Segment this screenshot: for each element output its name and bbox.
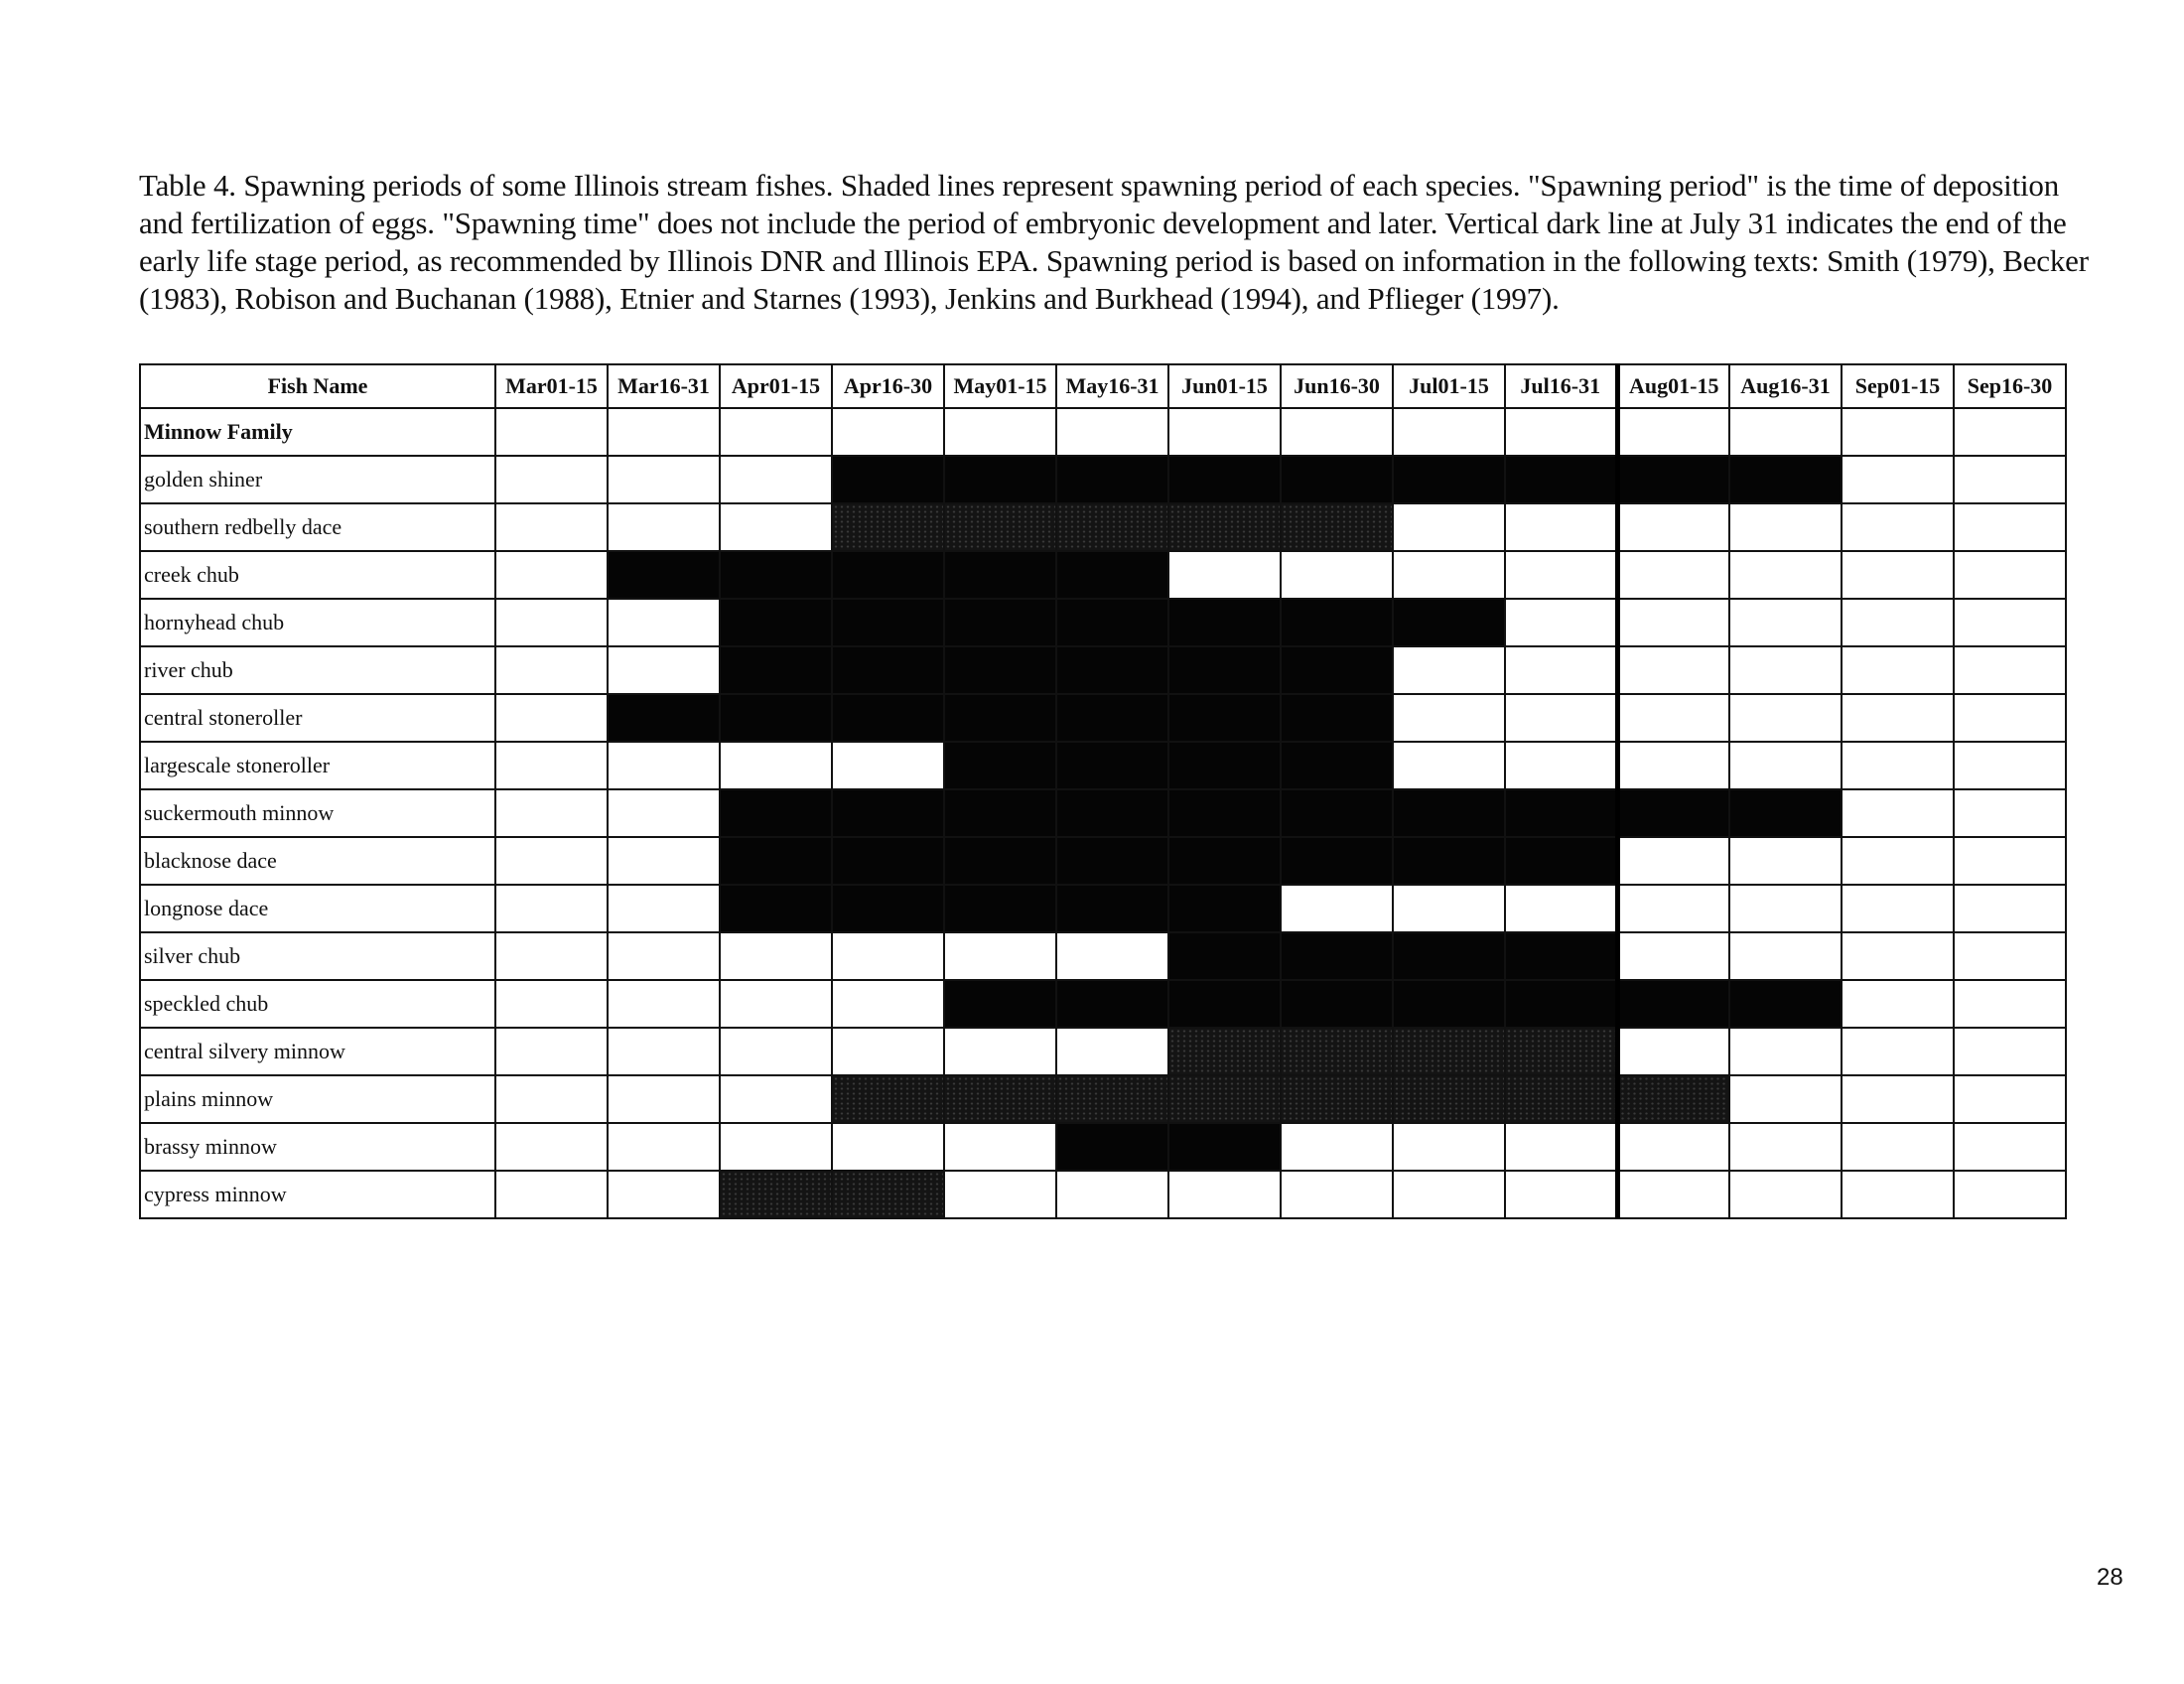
- spawning-cell: [720, 646, 832, 694]
- spawning-cell: [1281, 837, 1393, 885]
- period-header: Apr16-30: [832, 364, 944, 408]
- period-header: Aug01-15: [1617, 364, 1729, 408]
- spawning-cell: [1281, 789, 1393, 837]
- empty-cell: [1729, 599, 1842, 646]
- empty-cell: [1729, 932, 1842, 980]
- empty-cell: [1954, 1171, 2066, 1218]
- spawning-cell: [944, 694, 1056, 742]
- period-header: Jul01-15: [1393, 364, 1505, 408]
- empty-cell: [495, 1171, 608, 1218]
- table-row: [140, 1123, 2066, 1171]
- table-row: [140, 503, 2066, 551]
- empty-cell: [1617, 1028, 1729, 1075]
- spawning-cell: [832, 789, 944, 837]
- empty-cell: [608, 789, 720, 837]
- spawning-cell: [1393, 789, 1505, 837]
- table-row: [140, 694, 2066, 742]
- period-header: May16-31: [1056, 364, 1168, 408]
- empty-cell: [1842, 456, 1954, 503]
- empty-cell: [1842, 885, 1954, 932]
- fish-name: suckermouth minnow: [140, 789, 495, 837]
- spawning-cell: [832, 599, 944, 646]
- spawning-cell: [832, 837, 944, 885]
- spawning-cell: [1168, 503, 1281, 551]
- empty-cell: [1617, 1123, 1729, 1171]
- empty-cell: [495, 694, 608, 742]
- table-row: [140, 742, 2066, 789]
- spawning-cell: [1393, 1075, 1505, 1123]
- empty-cell: [608, 503, 720, 551]
- spawning-cell: [1056, 742, 1168, 789]
- empty-cell: [1729, 742, 1842, 789]
- empty-cell: [1505, 742, 1617, 789]
- empty-cell: [1505, 551, 1617, 599]
- spawning-cell: [1056, 694, 1168, 742]
- spawning-cell: [1056, 1123, 1168, 1171]
- spawning-cell: [1505, 932, 1617, 980]
- spawning-periods-table: [139, 363, 2067, 1219]
- spawning-cell: [1393, 1028, 1505, 1075]
- spawning-cell: [1056, 551, 1168, 599]
- empty-cell: [1393, 551, 1505, 599]
- empty-cell: [495, 551, 608, 599]
- period-header: Aug16-31: [1729, 364, 1842, 408]
- empty-cell: [1842, 646, 1954, 694]
- empty-cell: [608, 599, 720, 646]
- spawning-cell: [832, 646, 944, 694]
- table-row: [140, 980, 2066, 1028]
- empty-cell: [1617, 932, 1729, 980]
- empty-cell: [495, 837, 608, 885]
- spawning-cell: [1281, 694, 1393, 742]
- spawning-cell: [1168, 980, 1281, 1028]
- empty-cell: [608, 932, 720, 980]
- empty-cell: [608, 1171, 720, 1218]
- empty-cell: [1168, 1171, 1281, 1218]
- empty-cell: [1729, 1075, 1842, 1123]
- spawning-cell: [1393, 837, 1505, 885]
- spawning-cell: [944, 551, 1056, 599]
- spawning-cell: [1729, 980, 1842, 1028]
- empty-cell: [1954, 551, 2066, 599]
- empty-cell: [1729, 694, 1842, 742]
- spawning-cell: [1281, 742, 1393, 789]
- empty-cell: [495, 1123, 608, 1171]
- fish-name: central stoneroller: [140, 694, 495, 742]
- empty-cell: [1729, 837, 1842, 885]
- empty-cell: [1617, 694, 1729, 742]
- spawning-cell: [720, 599, 832, 646]
- empty-cell: [1056, 1028, 1168, 1075]
- empty-cell: [495, 456, 608, 503]
- spawning-cell: [944, 789, 1056, 837]
- spawning-cell: [1617, 456, 1729, 503]
- spawning-cell: [1281, 1075, 1393, 1123]
- spawning-cell: [1281, 456, 1393, 503]
- empty-cell: [1505, 599, 1617, 646]
- empty-cell: [1168, 551, 1281, 599]
- table-row: [140, 1028, 2066, 1075]
- empty-cell: [1281, 551, 1393, 599]
- spawning-cell: [944, 646, 1056, 694]
- table-row: [140, 599, 2066, 646]
- empty-cell: [1505, 1123, 1617, 1171]
- spawning-cell: [944, 837, 1056, 885]
- empty-cell: [1954, 837, 2066, 885]
- spawning-cell: [1281, 980, 1393, 1028]
- spawning-cell: [1168, 1075, 1281, 1123]
- fish-name-header: Fish Name: [140, 364, 495, 408]
- empty-cell: [1842, 789, 1954, 837]
- spawning-cell: [1056, 789, 1168, 837]
- empty-cell: [1954, 456, 2066, 503]
- empty-cell: [1617, 503, 1729, 551]
- spawning-cell: [608, 694, 720, 742]
- period-cell: [1056, 408, 1168, 456]
- period-header: Jun01-15: [1168, 364, 1281, 408]
- period-header: Sep01-15: [1842, 364, 1954, 408]
- spawning-cell: [1505, 789, 1617, 837]
- empty-cell: [720, 456, 832, 503]
- spawning-cell: [1729, 456, 1842, 503]
- empty-cell: [495, 1075, 608, 1123]
- empty-cell: [1505, 503, 1617, 551]
- spawning-cell: [1168, 694, 1281, 742]
- empty-cell: [1729, 503, 1842, 551]
- empty-cell: [1056, 1171, 1168, 1218]
- spawning-cell: [1505, 456, 1617, 503]
- empty-cell: [1954, 1028, 2066, 1075]
- empty-cell: [1842, 1123, 1954, 1171]
- empty-cell: [1954, 1075, 2066, 1123]
- empty-cell: [1281, 885, 1393, 932]
- empty-cell: [1954, 694, 2066, 742]
- table-row: [140, 885, 2066, 932]
- spawning-cell: [720, 694, 832, 742]
- empty-cell: [720, 932, 832, 980]
- empty-cell: [608, 456, 720, 503]
- period-cell: [495, 408, 608, 456]
- spawning-cell: [944, 599, 1056, 646]
- empty-cell: [1393, 503, 1505, 551]
- fish-name: creek chub: [140, 551, 495, 599]
- empty-cell: [944, 1028, 1056, 1075]
- period-cell: [944, 408, 1056, 456]
- spawning-cell: [1393, 932, 1505, 980]
- period-header: May01-15: [944, 364, 1056, 408]
- table-row: [140, 1171, 2066, 1218]
- period-cell: [608, 408, 720, 456]
- empty-cell: [720, 1123, 832, 1171]
- spawning-cell: [1168, 885, 1281, 932]
- empty-cell: [608, 1123, 720, 1171]
- period-cell: [1168, 408, 1281, 456]
- fish-name: blacknose dace: [140, 837, 495, 885]
- empty-cell: [1729, 646, 1842, 694]
- empty-cell: [1954, 980, 2066, 1028]
- empty-cell: [1954, 789, 2066, 837]
- table-row: [140, 646, 2066, 694]
- spawning-cell: [832, 694, 944, 742]
- empty-cell: [495, 932, 608, 980]
- spawning-cell: [1617, 789, 1729, 837]
- empty-cell: [1842, 694, 1954, 742]
- period-header: Apr01-15: [720, 364, 832, 408]
- period-cell: [720, 408, 832, 456]
- table-row: [140, 456, 2066, 503]
- empty-cell: [495, 599, 608, 646]
- empty-cell: [608, 980, 720, 1028]
- empty-cell: [1281, 1171, 1393, 1218]
- empty-cell: [608, 646, 720, 694]
- spawning-cell: [1168, 742, 1281, 789]
- period-cell: [1842, 408, 1954, 456]
- period-cell: [832, 408, 944, 456]
- empty-cell: [1954, 932, 2066, 980]
- spawning-cell: [720, 1171, 832, 1218]
- empty-cell: [720, 742, 832, 789]
- empty-cell: [608, 885, 720, 932]
- period-cell: [1505, 408, 1617, 456]
- family-label: Minnow Family: [140, 408, 495, 456]
- empty-cell: [1281, 1123, 1393, 1171]
- fish-name: plains minnow: [140, 1075, 495, 1123]
- spawning-cell: [944, 456, 1056, 503]
- spawning-cell: [1056, 885, 1168, 932]
- empty-cell: [720, 1075, 832, 1123]
- period-header: Sep16-30: [1954, 364, 2066, 408]
- spawning-cell: [1281, 1028, 1393, 1075]
- spawning-cell: [1505, 837, 1617, 885]
- period-cell: [1281, 408, 1393, 456]
- empty-cell: [944, 932, 1056, 980]
- fish-name: southern redbelly dace: [140, 503, 495, 551]
- empty-cell: [1842, 503, 1954, 551]
- empty-cell: [1617, 599, 1729, 646]
- period-header: Mar01-15: [495, 364, 608, 408]
- spawning-cell: [720, 551, 832, 599]
- spawning-cell: [1505, 1075, 1617, 1123]
- spawning-cell: [832, 1075, 944, 1123]
- spawning-cell: [1281, 646, 1393, 694]
- spawning-cell: [608, 551, 720, 599]
- fish-name: central silvery minnow: [140, 1028, 495, 1075]
- empty-cell: [1393, 1171, 1505, 1218]
- empty-cell: [1954, 503, 2066, 551]
- spawning-cell: [1505, 1028, 1617, 1075]
- spawning-cell: [1168, 456, 1281, 503]
- empty-cell: [1393, 742, 1505, 789]
- table-header-row: [140, 364, 2066, 408]
- spawning-cell: [1393, 980, 1505, 1028]
- empty-cell: [1617, 885, 1729, 932]
- spawning-cell: [832, 503, 944, 551]
- empty-cell: [1393, 646, 1505, 694]
- empty-cell: [1617, 837, 1729, 885]
- spawning-cell: [720, 789, 832, 837]
- empty-cell: [1954, 599, 2066, 646]
- empty-cell: [720, 503, 832, 551]
- empty-cell: [1729, 885, 1842, 932]
- empty-cell: [1842, 551, 1954, 599]
- spawning-cell: [1617, 1075, 1729, 1123]
- empty-cell: [495, 503, 608, 551]
- empty-cell: [1842, 837, 1954, 885]
- empty-cell: [608, 1075, 720, 1123]
- period-header: Mar16-31: [608, 364, 720, 408]
- empty-cell: [1729, 1123, 1842, 1171]
- spawning-cell: [944, 980, 1056, 1028]
- empty-cell: [1954, 646, 2066, 694]
- empty-cell: [832, 932, 944, 980]
- empty-cell: [1505, 694, 1617, 742]
- empty-cell: [1842, 1171, 1954, 1218]
- empty-cell: [1729, 1171, 1842, 1218]
- empty-cell: [1954, 742, 2066, 789]
- empty-cell: [1505, 885, 1617, 932]
- empty-cell: [1729, 551, 1842, 599]
- spawning-cell: [1281, 503, 1393, 551]
- empty-cell: [944, 1123, 1056, 1171]
- empty-cell: [495, 646, 608, 694]
- page-number: 28: [2097, 1564, 2123, 1591]
- fish-name: golden shiner: [140, 456, 495, 503]
- spawning-cell: [944, 885, 1056, 932]
- table-caption: Table 4. Spawning periods of some Illinois stream fishes. Shaded lines represent spawning period of each species. "Spawning period" is the time of deposition and fertilization of eggs. "Spawning time" does not include the period of embryonic development and later. Vertical dark line at July 31 indicates the end of the early life stage period, as recommended by Illinois DNR and Illinois EPA. Spawning period is based on information in the following texts: Smith (1979), Becker (1983), Robison and Buchanan (1988), Etnier and Starnes (1993), Jenkins and Burkhead (1994), and Pflieger (1997).: [139, 168, 2089, 316]
- fish-name: speckled chub: [140, 980, 495, 1028]
- empty-cell: [608, 1028, 720, 1075]
- fish-name: longnose dace: [140, 885, 495, 932]
- empty-cell: [1842, 599, 1954, 646]
- empty-cell: [608, 837, 720, 885]
- spawning-cell: [1056, 456, 1168, 503]
- empty-cell: [720, 980, 832, 1028]
- spawning-cell: [832, 885, 944, 932]
- spawning-cell: [944, 742, 1056, 789]
- spawning-cell: [1056, 503, 1168, 551]
- empty-cell: [1842, 742, 1954, 789]
- empty-cell: [832, 980, 944, 1028]
- empty-cell: [1617, 1171, 1729, 1218]
- period-cell: [1393, 408, 1505, 456]
- empty-cell: [1617, 646, 1729, 694]
- spawning-cell: [720, 885, 832, 932]
- spawning-cell: [1056, 980, 1168, 1028]
- empty-cell: [1393, 885, 1505, 932]
- empty-cell: [1842, 932, 1954, 980]
- fish-name: largescale stoneroller: [140, 742, 495, 789]
- table-row: [140, 837, 2066, 885]
- fish-name: brassy minnow: [140, 1123, 495, 1171]
- spawning-cell: [1168, 599, 1281, 646]
- period-cell: [1729, 408, 1842, 456]
- spawning-cell: [1617, 980, 1729, 1028]
- empty-cell: [495, 885, 608, 932]
- empty-cell: [944, 1171, 1056, 1218]
- empty-cell: [1617, 551, 1729, 599]
- empty-cell: [1056, 932, 1168, 980]
- table-row: [140, 789, 2066, 837]
- spawning-cell: [1168, 837, 1281, 885]
- table-row: [140, 1075, 2066, 1123]
- spawning-cell: [832, 551, 944, 599]
- spawning-cell: [832, 456, 944, 503]
- spawning-cell: [1168, 789, 1281, 837]
- spawning-cell: [1056, 646, 1168, 694]
- spawning-cell: [1505, 980, 1617, 1028]
- spawning-cell: [832, 1171, 944, 1218]
- empty-cell: [832, 1123, 944, 1171]
- empty-cell: [720, 1028, 832, 1075]
- spawning-cell: [1393, 456, 1505, 503]
- empty-cell: [832, 1028, 944, 1075]
- empty-cell: [1954, 1123, 2066, 1171]
- spawning-cell: [1168, 1028, 1281, 1075]
- empty-cell: [495, 789, 608, 837]
- empty-cell: [608, 742, 720, 789]
- spawning-cell: [1393, 599, 1505, 646]
- empty-cell: [495, 742, 608, 789]
- fish-name: hornyhead chub: [140, 599, 495, 646]
- family-row: [140, 408, 2066, 456]
- spawning-cell: [1168, 1123, 1281, 1171]
- spawning-cell: [1168, 932, 1281, 980]
- spawning-cell: [1729, 789, 1842, 837]
- period-header: Jun16-30: [1281, 364, 1393, 408]
- spawning-cell: [944, 503, 1056, 551]
- period-cell: [1617, 408, 1729, 456]
- empty-cell: [1729, 1028, 1842, 1075]
- spawning-cell: [1168, 646, 1281, 694]
- empty-cell: [495, 1028, 608, 1075]
- spawning-cell: [1281, 932, 1393, 980]
- period-header: Jul16-31: [1505, 364, 1617, 408]
- empty-cell: [1842, 980, 1954, 1028]
- fish-name: river chub: [140, 646, 495, 694]
- empty-cell: [1393, 1123, 1505, 1171]
- spawning-cell: [1056, 599, 1168, 646]
- spawning-cell: [1056, 837, 1168, 885]
- empty-cell: [832, 742, 944, 789]
- empty-cell: [1842, 1075, 1954, 1123]
- spawning-table-container: [139, 363, 2062, 1219]
- table-row: [140, 551, 2066, 599]
- empty-cell: [495, 980, 608, 1028]
- fish-name: cypress minnow: [140, 1171, 495, 1218]
- spawning-cell: [944, 1075, 1056, 1123]
- empty-cell: [1842, 1028, 1954, 1075]
- empty-cell: [1393, 694, 1505, 742]
- table-row: [140, 932, 2066, 980]
- period-cell: [1954, 408, 2066, 456]
- spawning-cell: [720, 837, 832, 885]
- empty-cell: [1505, 1171, 1617, 1218]
- spawning-cell: [1281, 599, 1393, 646]
- fish-name: silver chub: [140, 932, 495, 980]
- spawning-cell: [1056, 1075, 1168, 1123]
- empty-cell: [1505, 646, 1617, 694]
- empty-cell: [1954, 885, 2066, 932]
- empty-cell: [1617, 742, 1729, 789]
